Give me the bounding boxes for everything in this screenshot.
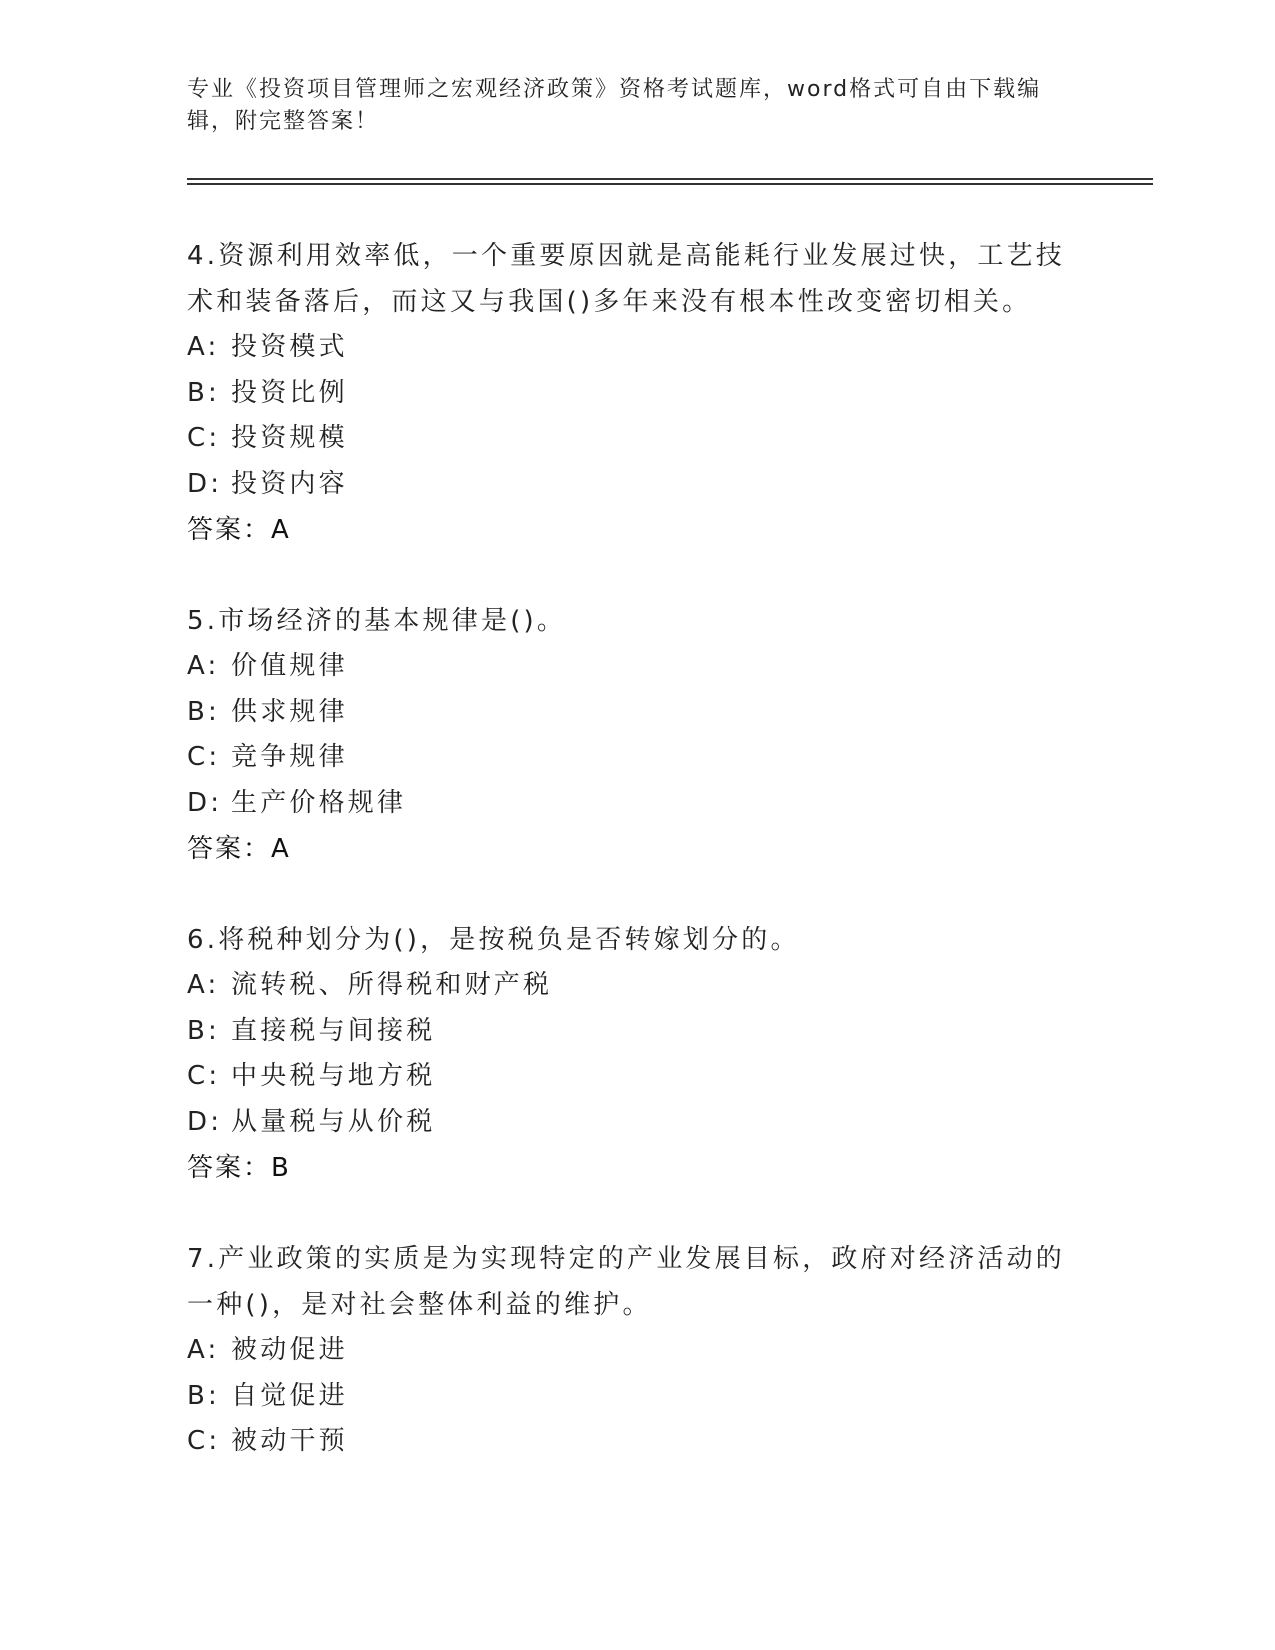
- option-b: [187, 1009, 1067, 1055]
- option-text: 从量税与从价税: [231, 1106, 436, 1137]
- option-text: 投资模式: [231, 332, 348, 362]
- option-a: [187, 963, 1067, 1009]
- document-header-text: 专业《投资项目管理师之宏观经济政策》资格考试题库，word格式可自由下载编辑，附完整答案！: [187, 77, 1042, 134]
- question-4: [187, 233, 1067, 553]
- option-letter: D:: [187, 468, 223, 499]
- header-divider-line-second: [187, 183, 1153, 185]
- option-c: [187, 735, 1067, 781]
- header-divider-line: [187, 178, 1153, 180]
- option-letter: B:: [187, 377, 220, 408]
- option-letter: A:: [187, 651, 220, 681]
- option-b: [187, 371, 1067, 417]
- option-text: 流转税、所得税和财产税: [231, 970, 553, 1000]
- option-text: 价值规律: [231, 651, 348, 681]
- option-text: 自觉促进: [231, 1380, 348, 1411]
- option-letter: C:: [187, 1061, 221, 1091]
- question-stem: 7.产业政策的实质是为实现特定的产业发展目标，政府对经济活动的一种()，是对社会整体利益的维护。: [187, 1244, 1066, 1320]
- option-a: [187, 644, 1067, 690]
- option-letter: C:: [187, 1426, 221, 1456]
- option-letter: B:: [187, 1380, 220, 1411]
- option-c: [187, 416, 1067, 462]
- question-stem: 6.将税种划分为()，是按税负是否转嫁划分的。: [187, 925, 800, 955]
- option-letter: B:: [187, 1015, 220, 1046]
- answer-line: 答案：B: [187, 1153, 291, 1183]
- option-d: [187, 781, 1067, 827]
- question-stem: 5.市场经济的基本规律是()。: [187, 606, 567, 636]
- option-letter: C:: [187, 742, 221, 772]
- option-letter: A:: [187, 970, 220, 1000]
- option-c: [187, 1419, 1067, 1465]
- option-text: 竞争规律: [231, 742, 348, 772]
- option-letter: C:: [187, 423, 221, 453]
- answer-line: 答案：A: [187, 834, 291, 864]
- option-letter: D:: [187, 1106, 223, 1137]
- option-text: 投资内容: [231, 468, 348, 499]
- option-b: [187, 1374, 1067, 1420]
- option-text: 投资比例: [231, 377, 348, 408]
- option-letter: A:: [187, 332, 220, 362]
- question-stem: 4.资源利用效率低，一个重要原因就是高能耗行业发展过快，工艺技术和装备落后，而这又与我国()多年来没有根本性改变密切相关。: [187, 241, 1066, 317]
- option-text: 被动促进: [231, 1335, 348, 1365]
- option-letter: D:: [187, 787, 223, 818]
- option-a: [187, 325, 1067, 371]
- option-text: 投资规模: [231, 423, 348, 453]
- option-a: [187, 1328, 1067, 1374]
- answer-line: 答案：A: [187, 515, 291, 545]
- question-5: [187, 598, 1067, 872]
- option-letter: B:: [187, 696, 220, 727]
- option-letter: A:: [187, 1335, 220, 1365]
- question-7: [187, 1236, 1067, 1465]
- option-b: [187, 690, 1067, 736]
- option-text: 被动干预: [231, 1426, 348, 1456]
- option-d: [187, 1100, 1067, 1146]
- question-6: [187, 917, 1067, 1191]
- option-text: 直接税与间接税: [231, 1015, 436, 1046]
- option-text: 生产价格规律: [231, 787, 407, 818]
- option-d: [187, 462, 1067, 508]
- option-c: [187, 1054, 1067, 1100]
- option-text: 供求规律: [231, 696, 348, 727]
- option-text: 中央税与地方税: [231, 1061, 436, 1091]
